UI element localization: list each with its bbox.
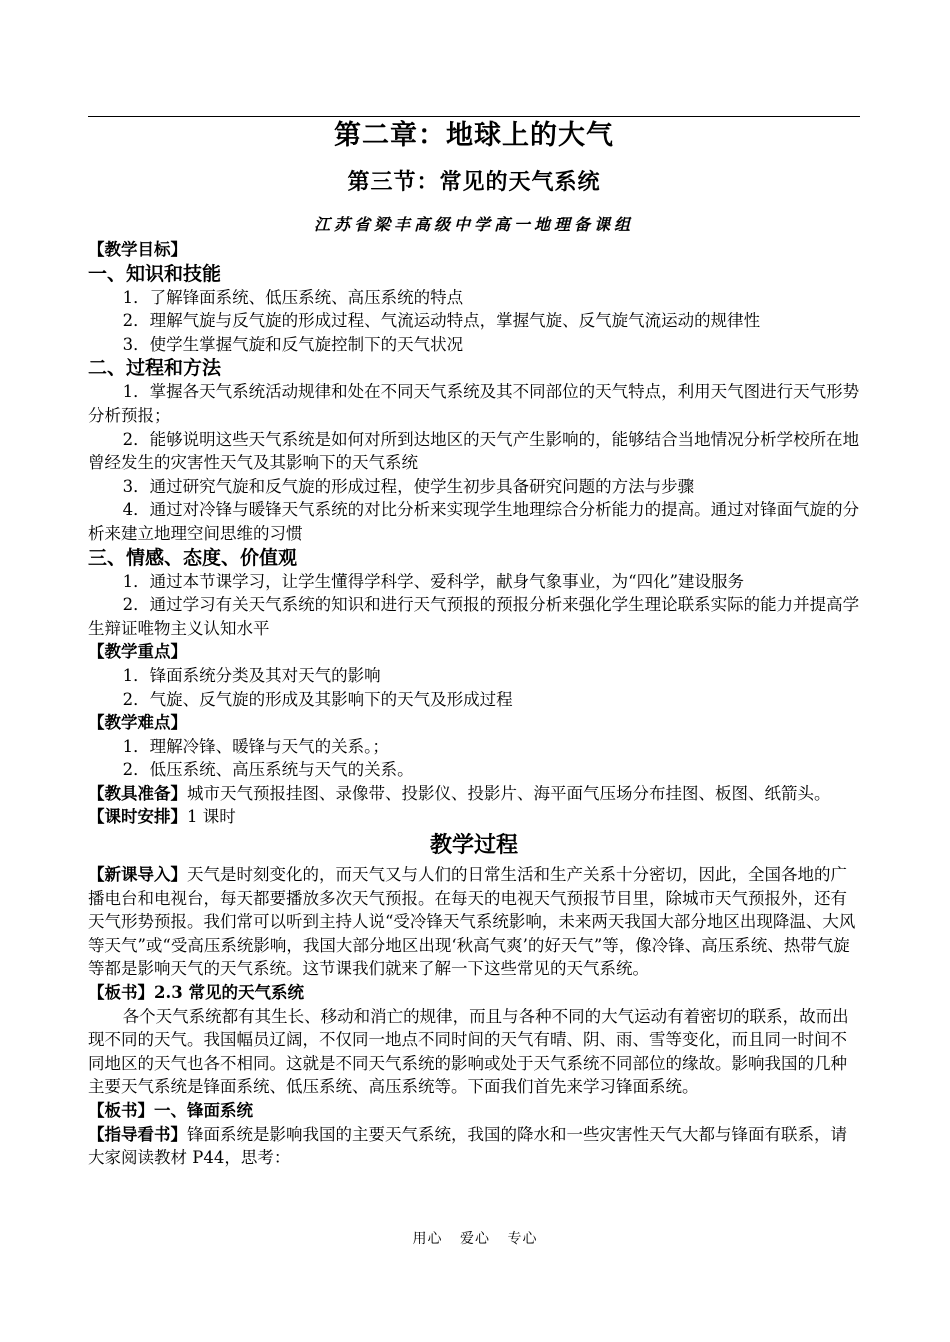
values-heading: 三、情感、态度、价值观 bbox=[88, 546, 298, 569]
guide-paragraph bbox=[88, 1123, 860, 1170]
schedule-label: 【课时安排】 bbox=[88, 807, 187, 827]
objectives-label: 【教学目标】 bbox=[88, 240, 187, 259]
process-item: 1．掌握各天气系统活动规律和处在不同天气系统及其不同部位的天气特点，利用天气图进行天气形势分析预报； bbox=[88, 382, 860, 425]
process-item: 2．能够说明这些天气系统是如何对所到达地区的天气产生影响的，能够结合当地情况分析学校所在地曾经发生的灾害性天气及其影响下的天气系统 bbox=[88, 429, 860, 473]
process-item: 4．通过对冷锋与暖锋天气系统的对比分析来实现学生地理综合分析能力的提高。通过对锋面气旋的分析来建立地理空间思维的习惯 bbox=[88, 500, 860, 543]
values-item: 1．通过本节课学习，让学生懂得学科学、爱科学，献身气象事业，为“四化”建设服务 bbox=[122, 571, 745, 591]
materials-label: 【教具准备】 bbox=[88, 783, 187, 803]
board-text: 一、锋面系统 bbox=[154, 1101, 253, 1120]
knowledge-item: 1．了解锋面系统、低压系统、高压系统的特点 bbox=[122, 287, 464, 307]
weather-systems-paragraph: 各个天气系统都有其生长、移动和消亡的规律，而且与各种不同的大气运动有着密切的联系，故而出现不同的天气。我国幅员辽阔，不仅同一地点不同时间的天气有晴、阴、雨、雪等变化，而且同一时间不同地区的天气也各不相同。这就是不同天气系统的影响或处于天气系统不同部位的缘故。影响我国的几种主要天气系统是锋面系统、低压系统、高压系统等。下面我们首先来学习锋面系统。 bbox=[88, 1006, 849, 1097]
page-footer bbox=[0, 1228, 950, 1248]
intro-paragraph bbox=[88, 863, 860, 981]
footer-word: 爱心 bbox=[460, 1231, 490, 1247]
footer-word: 用心 bbox=[412, 1231, 443, 1247]
board-note-1 bbox=[88, 981, 860, 1005]
guide-text: 锋面系统是影响我国的主要天气系统，我国的降水和一些灾害性天气大都与锋面有联系，请大家阅读教材 P44，思考： bbox=[88, 1124, 847, 1168]
knowledge-heading: 一、知识和技能 bbox=[88, 262, 222, 285]
schedule-paragraph bbox=[88, 805, 860, 829]
teaching-process-title: 教学过程 bbox=[429, 833, 518, 859]
author-line: 江苏省梁丰高级中学高一地理备课组 bbox=[313, 215, 634, 234]
process-item: 3．通过研究气旋和反气旋的形成过程，使学生初步具备研究问题的方法与步骤 bbox=[122, 476, 695, 496]
schedule-text: 1 课时 bbox=[187, 807, 236, 827]
materials-text: 城市天气预报挂图、录像带、投影仪、投影片、海平面气压场分布挂图、板图、纸箭头。 bbox=[187, 783, 831, 803]
chapter-title: 第二章：地球上的大气 bbox=[334, 120, 614, 151]
key-point-item: 2．气旋、反气旋的形成及其影响下的天气及形成过程 bbox=[122, 689, 513, 709]
intro-text: 天气是时刻变化的，而天气又与人们的日常生活和生产关系十分密切，因此，全国各地的广播电台和电视台，每天都要播放多次天气预报。在每天的电视天气预报节目里，除城市天气预报外，还有天气形势预报。我们常可以听到主持人说“受冷锋天气系统影响，未来两天我国大部分地区出现降温、大风等天气”或“受高压系统影响，我国大部分地区出现‘秋高气爽’的好天气”等，像冷锋、高压系统、热带气旋等都是影响天气的天气系统。这节课我们就来了解一下这些常见的天气系统。 bbox=[88, 865, 856, 979]
board-text: 2.3 常见的天气系统 bbox=[154, 983, 304, 1003]
knowledge-item: 3．使学生掌握气旋和反气旋控制下的天气状况 bbox=[122, 334, 464, 354]
board-note-2 bbox=[88, 1099, 860, 1123]
section-title: 第三节：常见的天气系统 bbox=[347, 170, 601, 195]
materials-paragraph bbox=[88, 782, 860, 806]
difficulties-label: 【教学难点】 bbox=[88, 713, 187, 733]
difficulty-item: 2．低压系统、高压系统与天气的关系。 bbox=[122, 760, 414, 780]
knowledge-item: 2．理解气旋与反气旋的形成过程、气流运动特点，掌握气旋、反气旋气流运动的规律性 bbox=[122, 311, 761, 331]
board-label: 【板书】 bbox=[88, 983, 154, 1003]
values-item: 2．通过学习有关天气系统的知识和进行天气预报的预报分析来强化学生理论联系实际的能力并提高学生辩证唯物主义认知水平 bbox=[88, 595, 860, 638]
process-heading: 二、过程和方法 bbox=[88, 357, 222, 380]
header-rule bbox=[88, 116, 860, 117]
intro-label: 【新课导入】 bbox=[88, 865, 187, 885]
key-point-item: 1．锋面系统分类及其对天气的影响 bbox=[122, 665, 381, 685]
board-label: 【板书】 bbox=[88, 1101, 154, 1120]
document-body bbox=[88, 238, 860, 1170]
guide-label: 【指导看书】 bbox=[88, 1124, 187, 1144]
footer-word: 专心 bbox=[507, 1231, 538, 1247]
difficulty-item: 1．理解冷锋、暖锋与天气的关系。； bbox=[122, 736, 389, 756]
key-points-label: 【教学重点】 bbox=[88, 642, 187, 662]
